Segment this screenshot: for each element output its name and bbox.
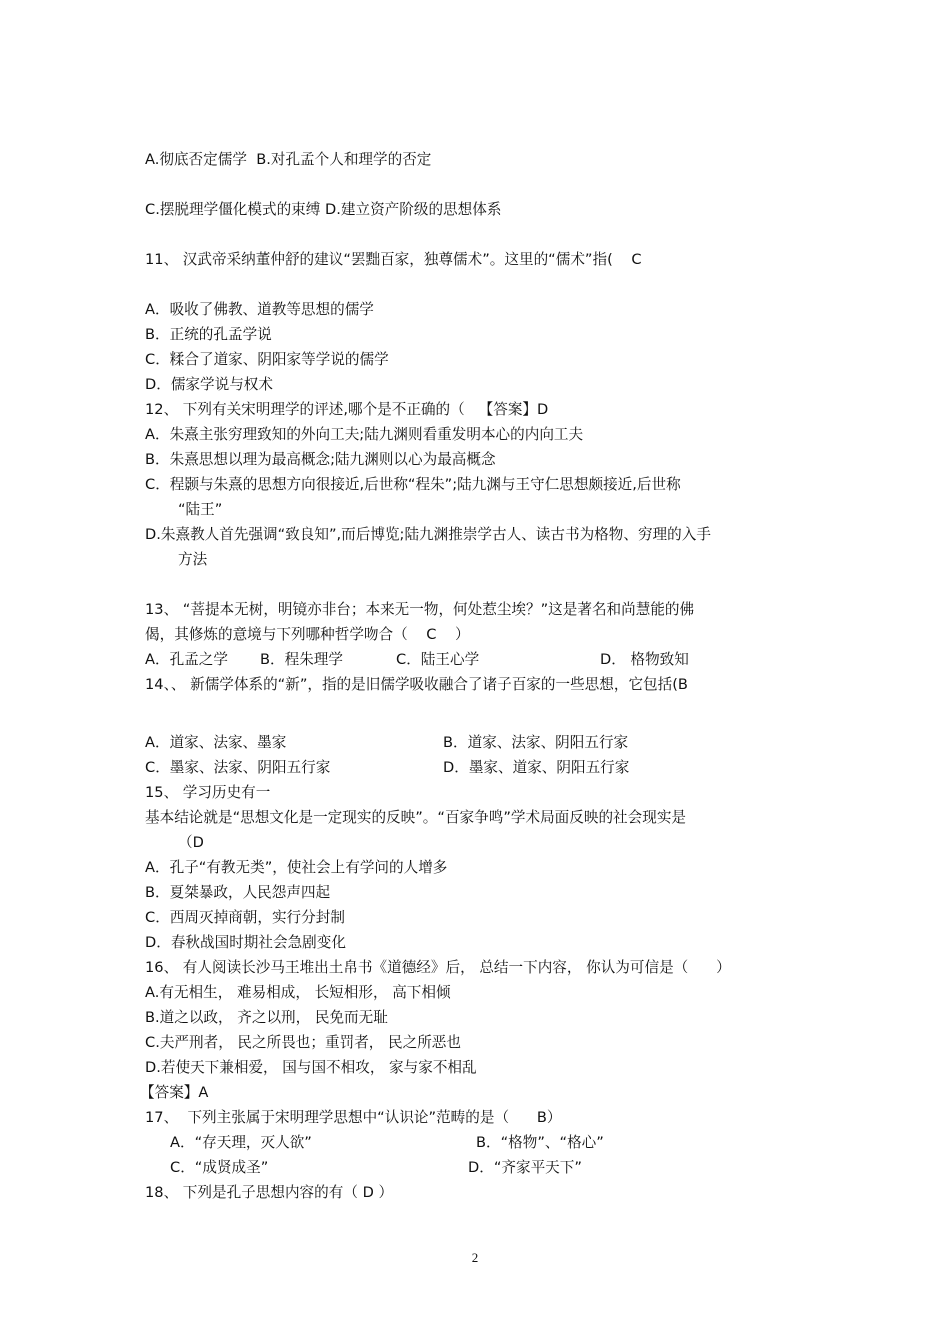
- option-continuation: 方法: [178, 551, 208, 568]
- option-line: A．吸收了佛教、道教等思想的儒学: [145, 301, 374, 318]
- option-line: B．朱熹思想以理为最高概念;陆九渊则以心为最高概念: [145, 451, 496, 468]
- option-c: C．“成贤成圣”: [170, 1159, 269, 1176]
- option-line: C.摆脱理学僵化模式的束缚 D.建立资产阶级的思想体系: [145, 201, 502, 218]
- option-line: A．朱熹主张穷理致知的外向工夫;陆九渊则看重发明本心的内向工夫: [145, 426, 584, 443]
- question-13-continuation: 偈，其修炼的意境与下列哪种哲学吻合（ C ）: [145, 626, 470, 643]
- page-number: 2: [471, 1250, 479, 1265]
- question-15-answer: （D: [178, 834, 204, 851]
- question-13: 13、 “菩提本无树，明镜亦非台；本来无一物，何处惹尘埃？”这是著名和尚慧能的佛: [145, 601, 695, 618]
- option-line: D．儒家学说与权术: [145, 376, 273, 393]
- question-11: 11、 汉武帝采纳董仲舒的建议“罢黜百家，独尊儒术”。这里的“儒术”指( C: [145, 251, 642, 268]
- option-d: D． 格物致知: [600, 651, 689, 668]
- option-line: B.道之以政， 齐之以刑， 民免而无耻: [145, 1009, 388, 1026]
- answer-line: 【答案】A: [140, 1084, 209, 1101]
- question-16: 16、 有人阅读长沙马王堆出土帛书《道德经》后， 总结一下内容， 你认为可信是（ ）: [145, 959, 731, 976]
- option-d: D．“齐家平天下”: [468, 1159, 582, 1176]
- question-15-continuation: 基本结论就是“思想文化是一定现实的反映”。“百家争鸣”学术局面反映的社会现实是: [145, 809, 687, 826]
- option-b: B．“格物”、“格心”: [476, 1134, 604, 1151]
- question-12: 12、 下列有关宋明理学的评述,哪个是不正确的（ 【答案】D: [145, 401, 549, 418]
- option-a: A．“存天理，灭人欲”: [170, 1134, 312, 1151]
- option-continuation: “陆王”: [178, 501, 223, 518]
- option-line: A．孔子“有教无类”，使社会上有学问的人增多: [145, 859, 448, 876]
- option-c: C．陆王心学: [396, 651, 480, 668]
- option-line: C．糅合了道家、阴阳家等学说的儒学: [145, 351, 389, 368]
- option-line: C．程颢与朱熹的思想方向很接近,后世称“程朱”;陆九渊与王守仁思想颇接近,后世称: [145, 476, 681, 493]
- option-c: C．墨家、法家、阴阳五行家: [145, 759, 331, 776]
- question-15: 15、 学习历史有一: [145, 784, 271, 801]
- option-b: B．程朱理学: [260, 651, 343, 668]
- option-line: D.朱熹教人首先强调“致良知”,而后博览;陆九渊推崇学古人、读古书为格物、穷理的入手: [145, 526, 711, 543]
- option-line: A.有无相生， 难易相成， 长短相形， 高下相倾: [145, 984, 451, 1001]
- question-18: 18、 下列是孔子思想内容的有（ D ）: [145, 1184, 394, 1201]
- option-a: A．道家、法家、墨家: [145, 734, 287, 751]
- question-17: 17、 下列主张属于宋明理学思想中“认识论”范畴的是（ B）: [145, 1109, 562, 1126]
- option-d: D．墨家、道家、阴阳五行家: [443, 759, 630, 776]
- option-line: B．正统的孔孟学说: [145, 326, 272, 343]
- option-line: A.彻底否定儒学 B.对孔孟个人和理学的否定: [145, 151, 432, 168]
- option-a: A．孔孟之学: [145, 651, 228, 668]
- option-line: D.若使天下兼相爱， 国与国不相攻， 家与家不相乱: [145, 1059, 477, 1076]
- option-line: B．夏桀暴政，人民怨声四起: [145, 884, 331, 901]
- option-line: C.夫严刑者， 民之所畏也；重罚者， 民之所恶也: [145, 1034, 461, 1051]
- question-14: 14、、 新儒学体系的“新”，指的是旧儒学吸收融合了诸子百家的一些思想，它包括(B: [145, 676, 688, 693]
- option-b: B．道家、法家、阴阳五行家: [443, 734, 629, 751]
- option-line: C．西周灭掉商朝，实行分封制: [145, 909, 345, 926]
- option-line: D．春秋战国时期社会急剧变化: [145, 934, 346, 951]
